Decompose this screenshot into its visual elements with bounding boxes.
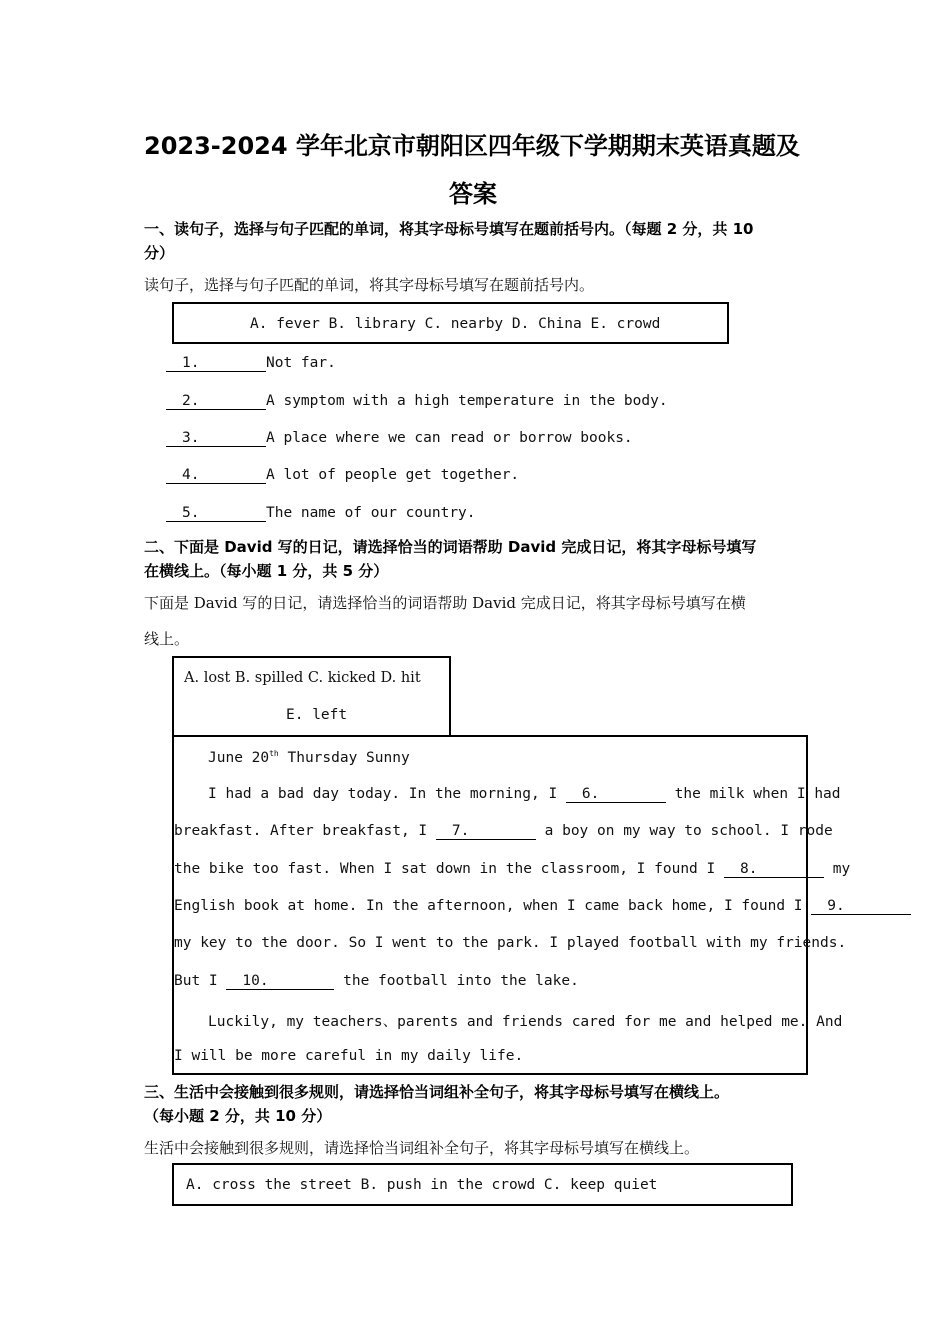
answer-blank[interactable]: 7. xyxy=(436,823,536,840)
section1-instruction: 读句子，选择与句子匹配的单词，将其字母标号填写在题前括号内。 xyxy=(144,276,595,294)
diary-line: the bike too fast. When I sat down in the classroom, I found I 8. my xyxy=(174,861,851,877)
section3-word-bank xyxy=(172,1163,793,1206)
section2-heading-line2: 在横线上。（每小题 1 分，共 5 分） xyxy=(144,562,389,580)
answer-blank[interactable]: 5. xyxy=(166,505,266,522)
section3-options: A. cross the street B. push in the crowd C. keep quiet xyxy=(186,1177,658,1193)
question-item: 5. The name of our country. xyxy=(166,505,476,522)
question-item: 2. A symptom with a high temperature in the body. xyxy=(166,393,668,410)
diary-line: English book at home. In the afternoon, when I came back home, I found I 9. xyxy=(174,898,911,915)
section1-word-bank xyxy=(172,302,729,344)
section2-options-line2: E. left xyxy=(286,707,348,723)
diary-line: my key to the door. So I went to the park. I played football with my friends. xyxy=(174,935,847,951)
diary-line: Luckily, my teachers、parents and friends cared for me and helped me. And xyxy=(208,1014,843,1030)
diary-line: I will be more careful in my daily life. xyxy=(174,1048,524,1064)
section2-instruction-line2: 线上。 xyxy=(144,630,190,648)
answer-blank[interactable]: 1. xyxy=(166,355,266,372)
section2-instruction-line1: 下面是 David 写的日记，请选择恰当的词语帮助 David 完成日记，将其字母标号填写在横 xyxy=(144,594,746,612)
question-item: 4. A lot of people get together. xyxy=(166,467,519,484)
section1-options: A. fever B. library C. nearby D. China E. crowd xyxy=(250,316,661,332)
answer-blank[interactable]: 4. xyxy=(166,467,266,484)
question-item: 3. A place where we can read or borrow books. xyxy=(166,430,633,447)
answer-blank[interactable]: 10. xyxy=(226,973,334,990)
diary-date: June 20th Thursday Sunny xyxy=(208,749,410,766)
answer-blank[interactable]: 9. xyxy=(811,898,911,915)
diary-line: But I 10. the football into the lake. xyxy=(174,973,579,989)
section3-heading-line1: 三、生活中会接触到很多规则，请选择恰当词组补全句子，将其字母标号填写在横线上。 xyxy=(144,1083,730,1101)
answer-blank[interactable]: 8. xyxy=(724,861,824,878)
section2-word-bank xyxy=(172,656,451,737)
diary-line: breakfast. After breakfast, I 7. a boy on my way to school. I rode xyxy=(174,823,833,839)
diary-line: I had a bad day today. In the morning, I 6. the milk when I had xyxy=(208,786,841,802)
section2-heading-line1: 二、下面是 David 写的日记，请选择恰当的词语帮助 David 完成日记，将其字母标号填写 xyxy=(144,538,757,556)
page-title-line1: 2023-2024 学年北京市朝阳区四年级下学期期末英语真题及 xyxy=(144,132,800,160)
answer-blank[interactable]: 3. xyxy=(166,430,266,447)
diary-box xyxy=(172,735,851,1075)
section1-heading-line2: 分） xyxy=(144,244,175,262)
answer-blank[interactable]: 6. xyxy=(566,786,666,803)
section2-options-line1: A. lost B. spilled C. kicked D. hit xyxy=(184,670,421,686)
answer-blank[interactable]: 2. xyxy=(166,393,266,410)
page-title-line2: 答案 xyxy=(449,180,497,208)
section3-heading-line2: （每小题 2 分，共 10 分） xyxy=(144,1107,332,1125)
section3-instruction: 生活中会接触到很多规则，请选择恰当词组补全句子，将其字母标号填写在横线上。 xyxy=(144,1139,700,1157)
question-item: 1. Not far. xyxy=(166,355,336,372)
section1-heading-line1: 一、读句子，选择与句子匹配的单词，将其字母标号填写在题前括号内。（每题 2 分，共 10 xyxy=(144,220,754,238)
